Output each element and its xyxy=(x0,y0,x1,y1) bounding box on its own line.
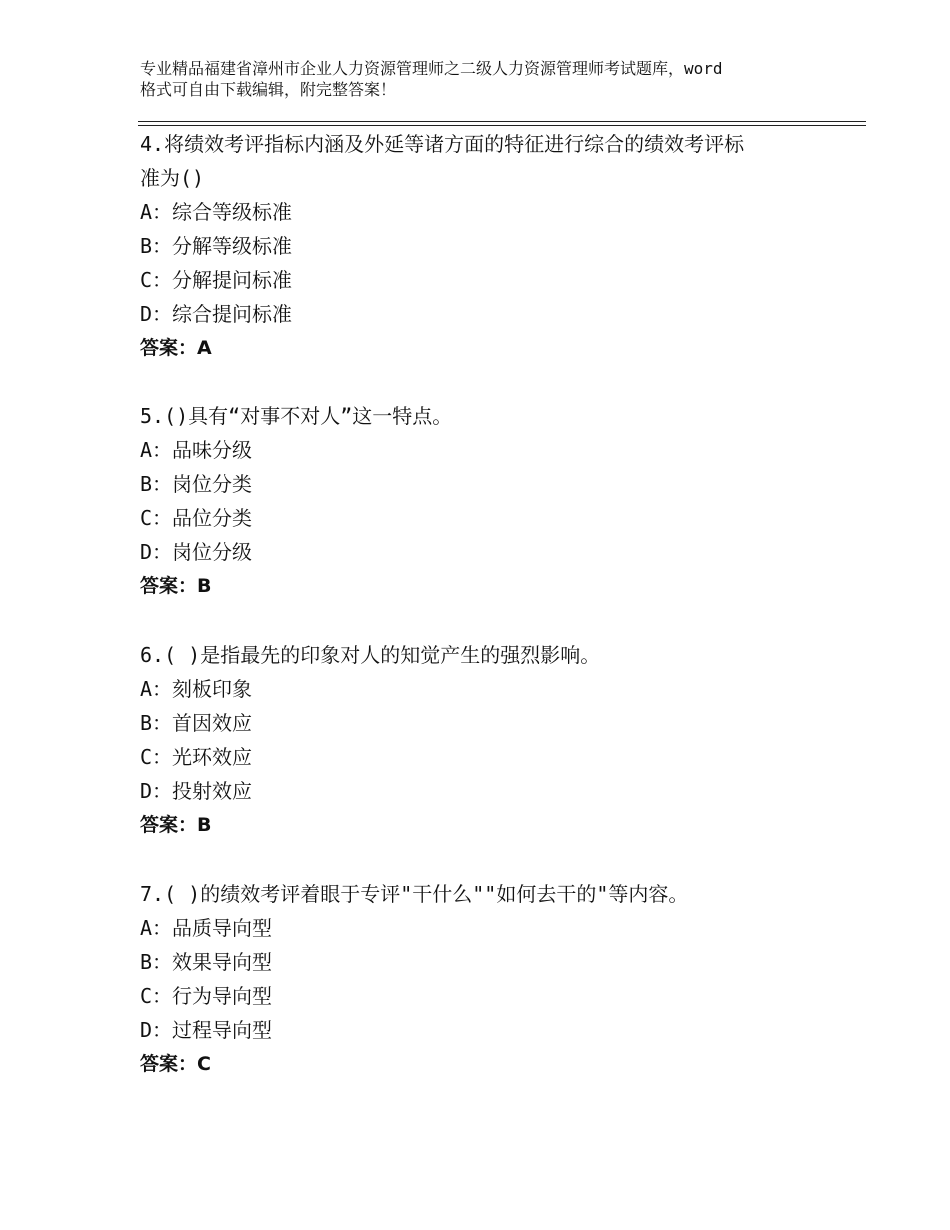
header-divider xyxy=(138,121,866,126)
question-5-option-b: B：岗位分类 xyxy=(140,472,253,496)
question-6-option-d: D：投射效应 xyxy=(140,779,253,803)
question-5-option-a: A：品味分级 xyxy=(140,438,253,462)
question-4-text-line-2: 准为() xyxy=(140,166,205,190)
question-6-option-c: C：光环效应 xyxy=(140,745,253,769)
question-4-option-b: B：分解等级标准 xyxy=(140,234,293,258)
question-5 xyxy=(140,399,840,603)
question-7-text-line-1: 7.( )的绩效考评着眼于专评"干什么""如何去干的"等内容。 xyxy=(140,882,689,906)
question-7 xyxy=(140,877,840,1081)
question-7-answer: 答案：C xyxy=(140,1053,211,1075)
question-5-option-c: C：品位分类 xyxy=(140,506,253,530)
question-5-option-d: D：岗位分级 xyxy=(140,540,253,564)
question-7-option-a: A：品质导向型 xyxy=(140,916,273,940)
question-7-option-b: B：效果导向型 xyxy=(140,950,273,974)
header-line-1: 专业精品福建省漳州市企业人力资源管理师之二级人力资源管理师考试题库，word xyxy=(140,59,723,78)
question-6 xyxy=(140,638,840,842)
question-4 xyxy=(140,127,840,365)
question-6-answer: 答案：B xyxy=(140,814,212,836)
question-7-option-c: C：行为导向型 xyxy=(140,984,273,1008)
header-line-2: 格式可自由下载编辑，附完整答案！ xyxy=(140,80,397,99)
question-6-option-b: B：首因效应 xyxy=(140,711,253,735)
question-5-text-line-1: 5.()具有“对事不对人”这一特点。 xyxy=(140,404,453,428)
question-4-option-d: D：综合提问标准 xyxy=(140,302,293,326)
question-4-option-c: C：分解提问标准 xyxy=(140,268,293,292)
question-5-answer: 答案：B xyxy=(140,575,212,597)
document-header xyxy=(140,58,840,100)
question-4-answer: 答案：A xyxy=(140,337,212,359)
question-4-option-a: A：综合等级标准 xyxy=(140,200,293,224)
question-4-text-line-1: 4.将绩效考评指标内涵及外延等诸方面的特征进行综合的绩效考评标 xyxy=(140,132,745,156)
question-7-option-d: D：过程导向型 xyxy=(140,1018,273,1042)
question-6-option-a: A：刻板印象 xyxy=(140,677,253,701)
question-6-text-line-1: 6.( )是指最先的印象对人的知觉产生的强烈影响。 xyxy=(140,643,601,667)
